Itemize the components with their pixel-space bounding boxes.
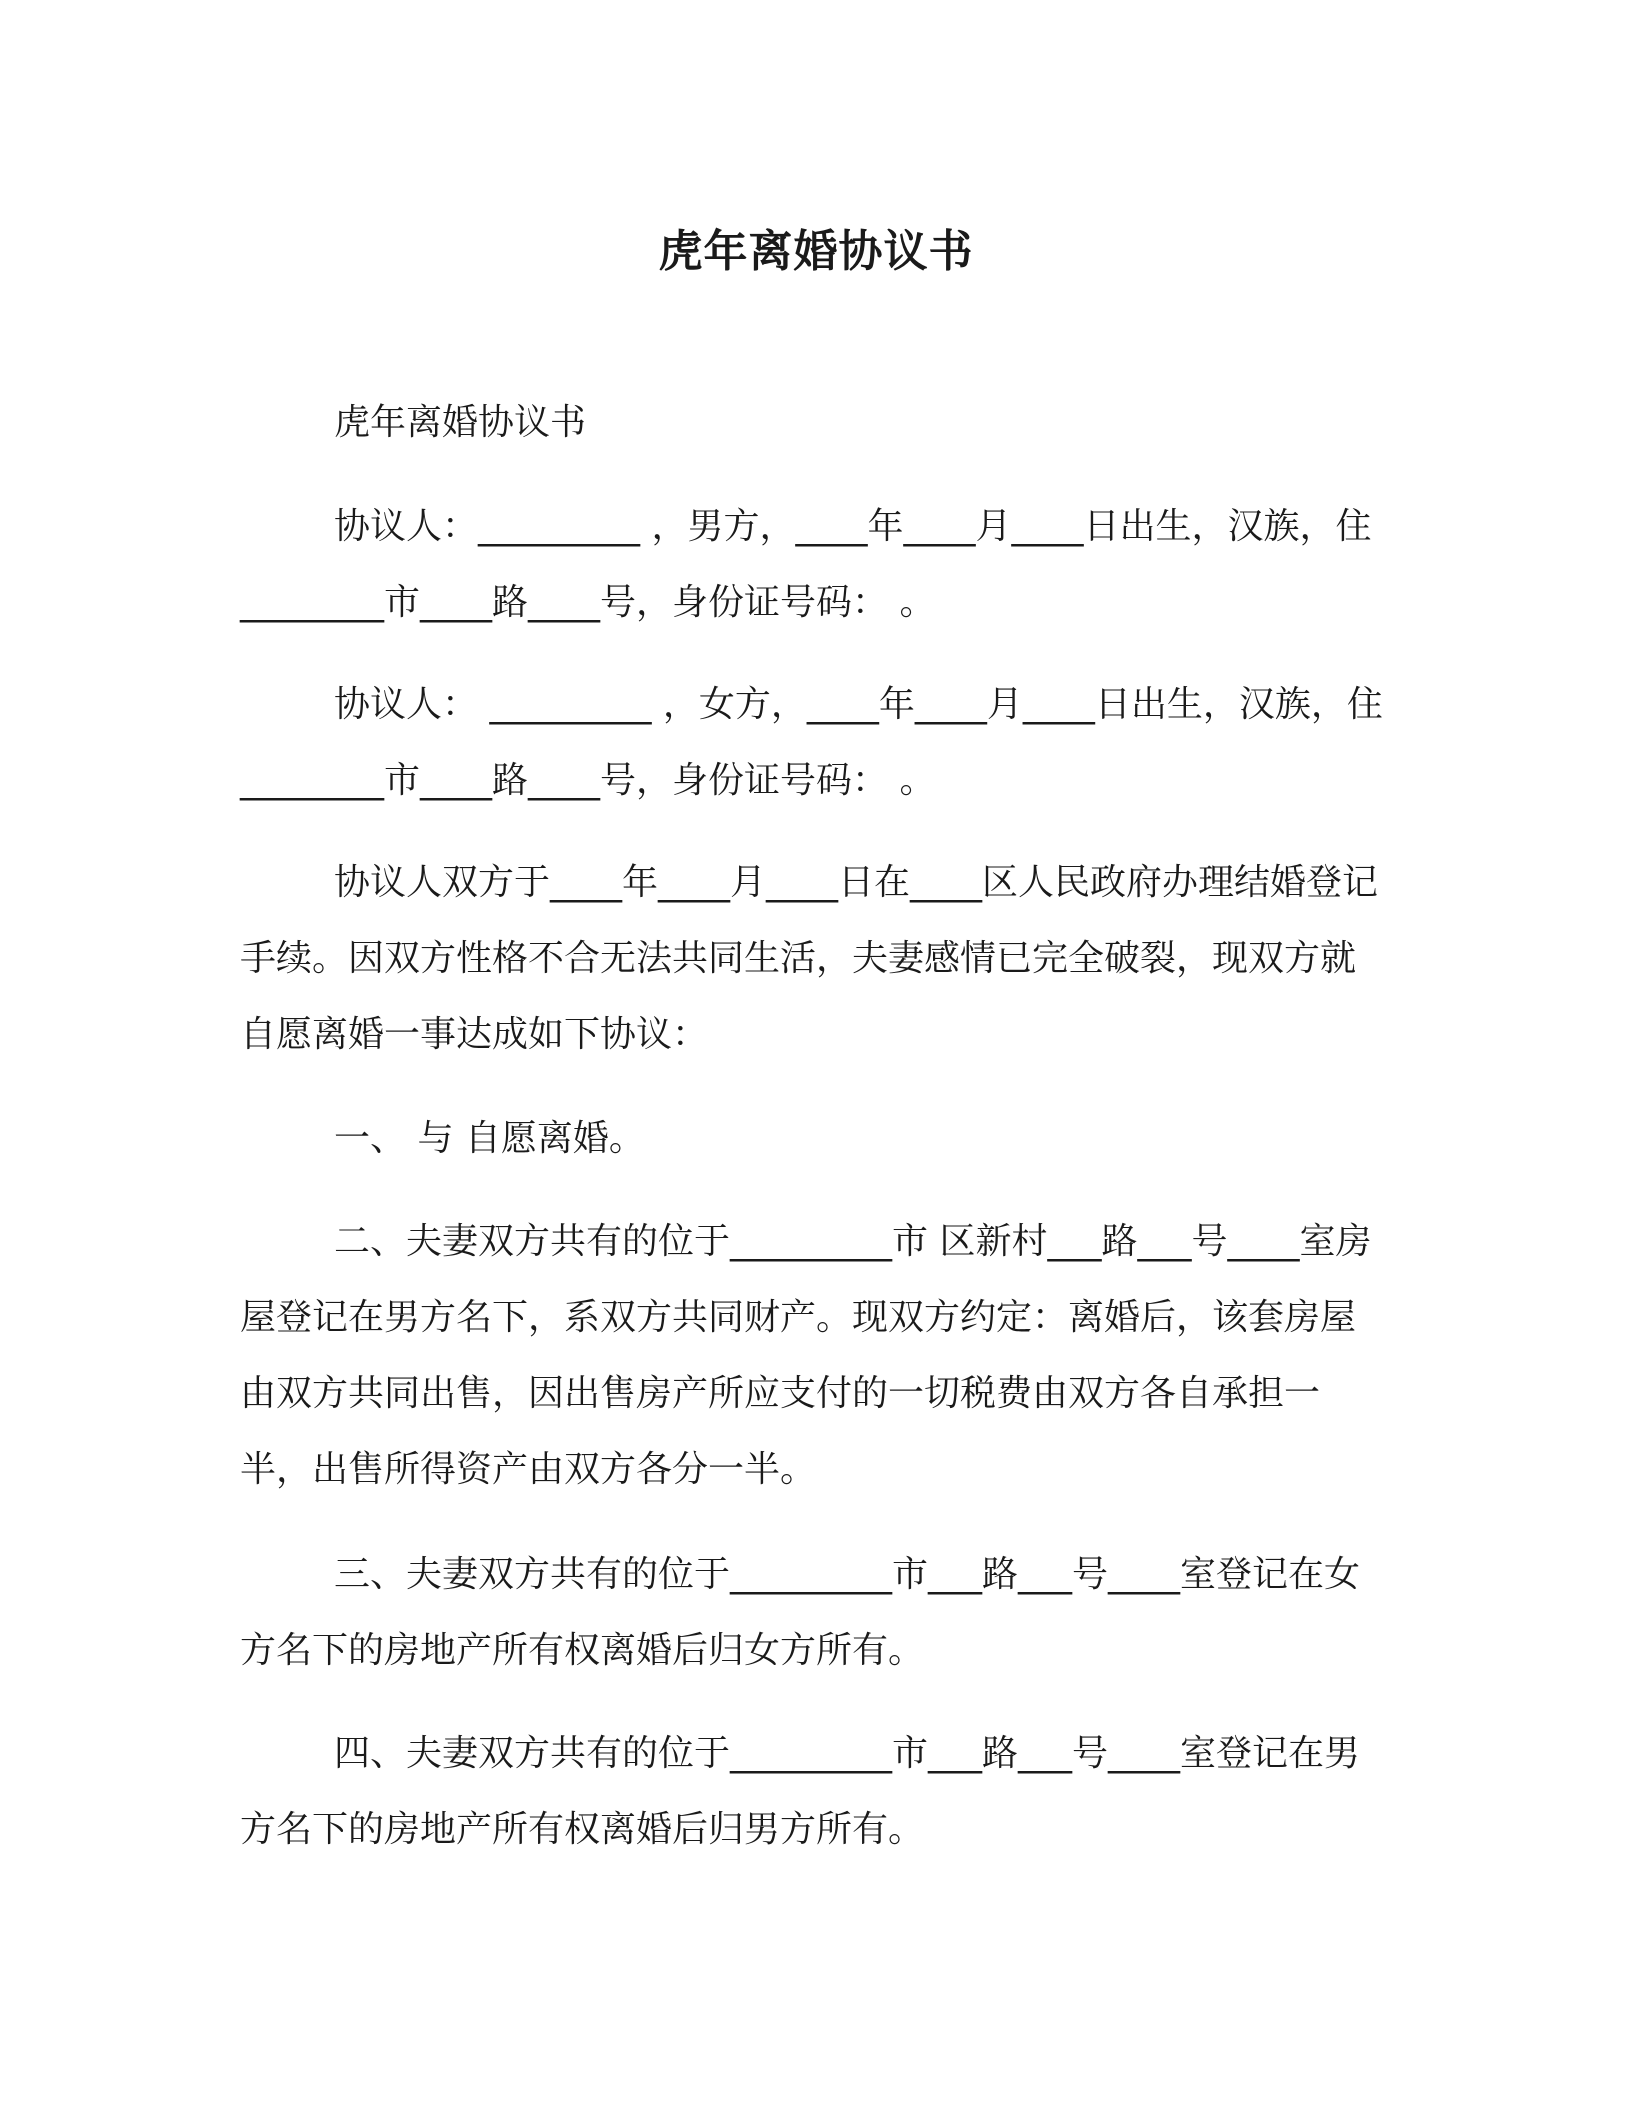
paragraph-subtitle: 虎年离婚协议书 xyxy=(334,402,587,443)
paragraph-clause-2: 二、夫妻双方共有的位于_________市 区新村___路___号____室房屋登记在男方名下，系双方共同财产。现双方约定：离婚后，该套房屋由双方共同出售，因出售房产所应支付的一切税费由双方各自承担一半，出售所得资产由双方各分一半。 xyxy=(240,1221,1372,1490)
paragraph-party-male: 协议人：_________ ，男方，____年____月____日出生，汉族，住________市____路____号，身份证号码： 。 xyxy=(240,506,1372,623)
paragraph-clause-4: 四、夫妻双方共有的位于_________市___路___号____室登记在男方名下的房地产所有权离婚后归男方所有。 xyxy=(240,1733,1361,1850)
paragraph-preamble: 协议人双方于____年____月____日在____区人民政府办理结婚登记手续。因双方性格不合无法共同生活，夫妻感情已完全破裂，现双方就自愿离婚一事达成如下协议： xyxy=(240,862,1379,1055)
document-title: 虎年离婚协议书 xyxy=(658,226,974,277)
paragraph-party-female: 协议人： _________ ，女方，____年____月____日出生，汉族，住________市____路____号，身份证号码： 。 xyxy=(240,684,1383,801)
paragraph-clause-3: 三、夫妻双方共有的位于_________市___路___号____室登记在女方名下的房地产所有权离婚后归女方所有。 xyxy=(240,1554,1361,1671)
paragraph-clause-1: 一、 与 自愿离婚。 xyxy=(334,1118,645,1159)
